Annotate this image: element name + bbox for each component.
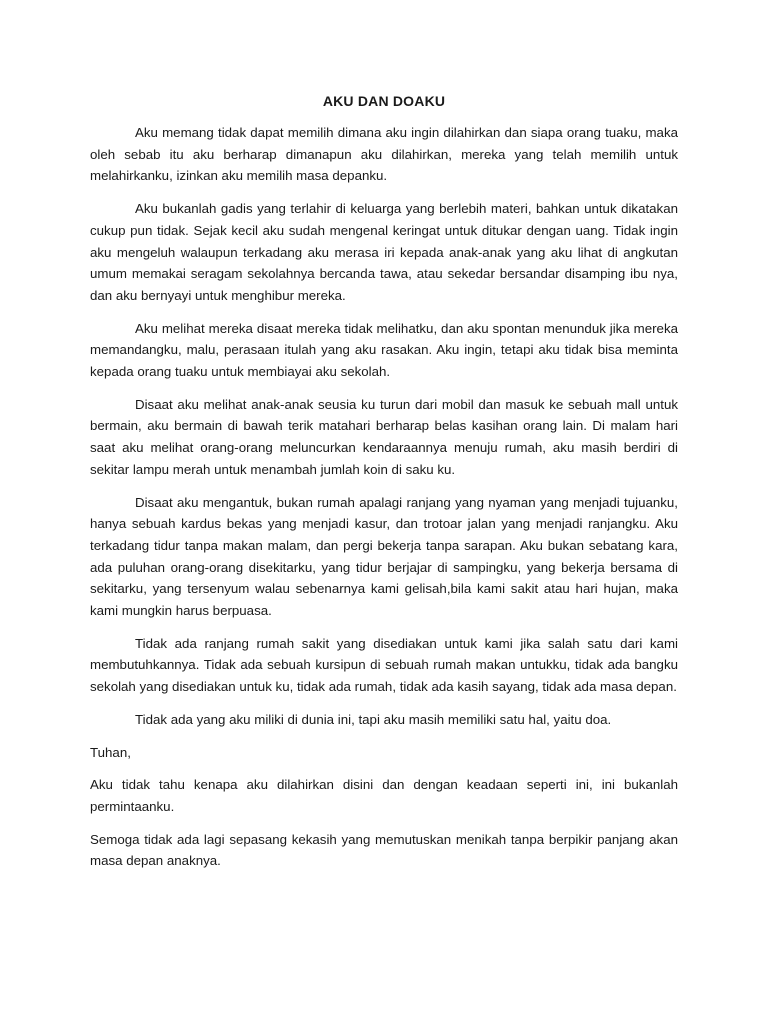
paragraph: Aku memang tidak dapat memilih dimana aku ingin dilahirkan dan siapa orang tuaku, maka oleh sebab itu aku berharap dimanapun aku dilahirkan, mereka yang telah memilih untuk melahirkanku, izinkan aku memilih masa depanku. [90,125,678,184]
paragraph: Aku tidak tahu kenapa aku dilahirkan disini dan dengan keadaan seperti ini, ini bukanlah permintaanku. [90,777,678,814]
paragraph: Disaat aku melihat anak-anak seusia ku turun dari mobil dan masuk ke sebuah mall untuk bermain, aku bermain di bawah terik matahari berharap belas kasihan orang lain. Di malam hari saat aku melihat orang-orang meluncurkan kendaraannya menuju rumah, aku masih berdiri di sekitar lampu merah untuk menambah jumlah koin di saku ku. [90,396,678,477]
paragraph: Disaat aku mengantuk, bukan rumah apalagi ranjang yang nyaman yang menjadi tujuanku, hanya sebuah kardus bekas yang menjadi kasur, dan trotoar jalan yang menjadi ranjangku. Aku terkadang tidur tanpa makan malam, dan pergi bekerja tanpa sarapan. Aku bukan sebatang kara, ada puluhan orang-orang disekitarku, yang tidur berjajar di sampingku, yang bekerja bersama di sekitarku, yang tersenyum walau sebenarnya kami gelisah,bila kami sakit atau hari hujan, maka kami mungkin harus berpuasa. [90,494,678,619]
paragraph: Aku melihat mereka disaat mereka tidak melihatku, dan aku spontan menunduk jika mereka memandangku, malu, perasaan itulah yang aku rasakan. Aku ingin, tetapi aku tidak bisa meminta kepada orang tuaku untuk membiayai aku sekolah. [90,320,678,380]
salutation: Tuhan, [90,744,131,760]
paragraph: Semoga tidak ada lagi sepasang kekasih yang memutuskan menikah tanpa berpikir panjang akan masa depan anaknya. [90,831,678,869]
paragraph: Tidak ada ranjang rumah sakit yang disediakan untuk kami jika salah satu dari kami membutuhkannya. Tidak ada sebuah kursipun di sebuah rumah makan untukku, tidak ada bangku sekolah yang disediakan untuk ku, tidak ada rumah, tidak ada kasih sayang, tidak ada masa depan. [90,635,678,695]
paragraph: Tidak ada yang aku miliki di dunia ini, tapi aku masih memiliki satu hal, yaitu doa. [135,711,612,727]
document-body [90,90,678,883]
page-title: AKU DAN DOAKU [322,93,446,109]
paragraph: Aku bukanlah gadis yang terlahir di keluarga yang berlebih materi, bahkan untuk dikatakan cukup pun tidak. Sejak kecil aku sudah mengenal keringat untuk ditukar dengan uang. Tidak ingin aku mengeluh walaupun terkadang aku merasa iri kepada anak-anak yang aku lihat di angkutan umum memakai seragam sekolahnya bercanda tawa, atau sekedar bersandar disamping ibu nya, dan aku bernyayi untuk menghibur mereka. [90,201,678,303]
